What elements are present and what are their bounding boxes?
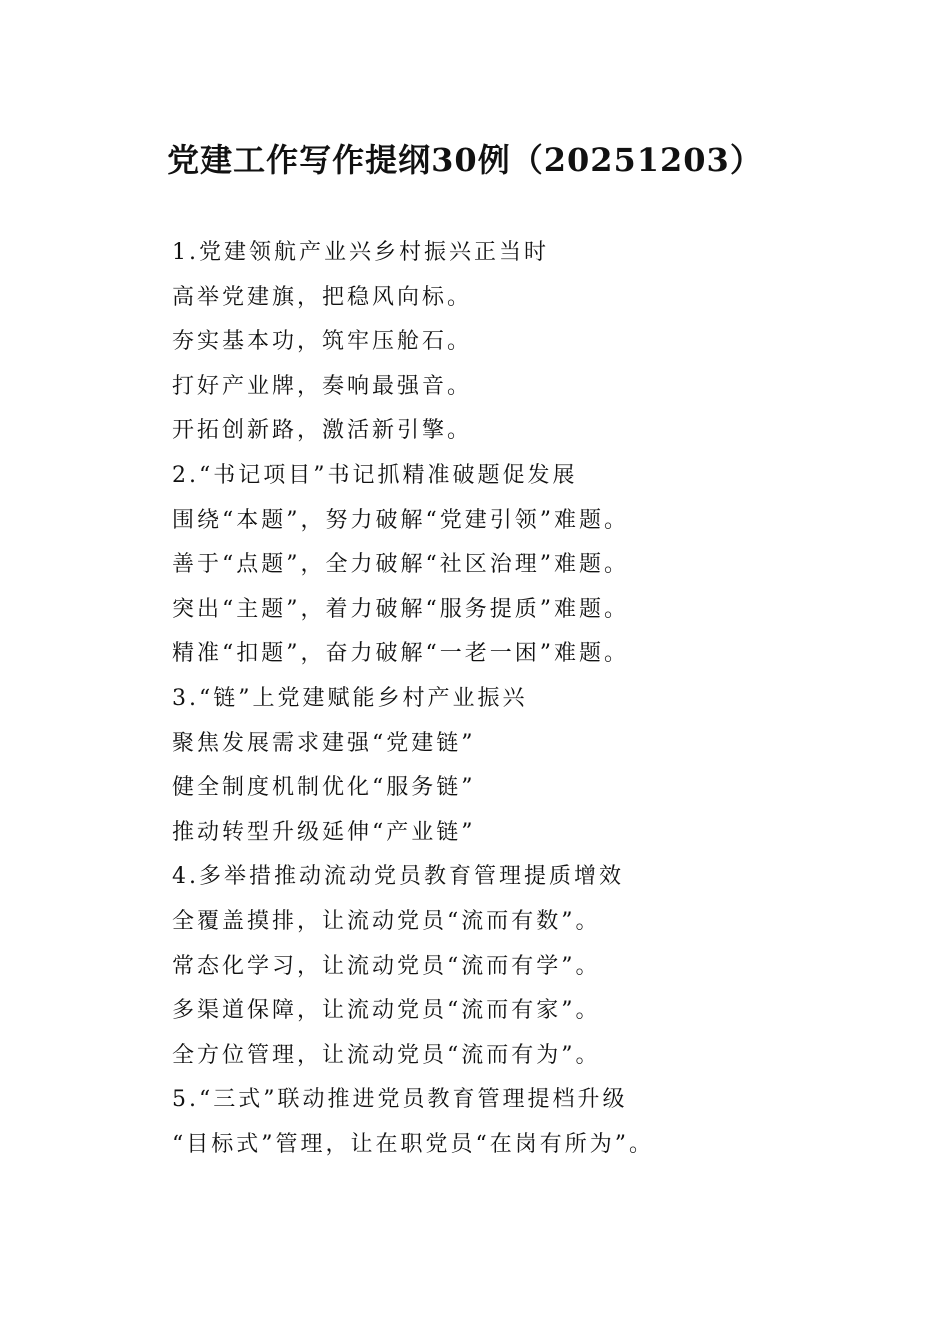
outline-item: 常态化学习，让流动党员“流而有学”。 (172, 953, 601, 979)
section-heading: 4.多举措推动流动党员教育管理提质增效 (172, 864, 624, 890)
document-body (172, 231, 772, 1167)
outline-item: 突出“主题”，着力破解“服务提质”难题。 (172, 596, 629, 622)
section-heading: 1.党建领航产业兴乡村振兴正当时 (172, 240, 549, 265)
section-heading: 2.“书记项目”书记抓精准破题促发展 (172, 462, 578, 488)
outline-item: 精准“扣题”，奋力破解“一老一困”难题。 (172, 641, 629, 667)
section-heading: 5.“三式”联动推进党员教育管理提档升级 (172, 1087, 628, 1113)
outline-item: 健全制度机制优化“服务链” (172, 775, 476, 801)
outline-item: 打好产业牌，奏响最强音。 (172, 373, 473, 399)
outline-item: 聚焦发展需求建强“党建链” (172, 730, 476, 756)
outline-item: “目标式”管理，让在职党员“在岗有所为”。 (172, 1131, 654, 1157)
outline-item: 开拓创新路，激活新引擎。 (172, 418, 473, 444)
section-heading: 3.“链”上党建赋能乡村产业振兴 (172, 685, 528, 711)
outline-item: 善于“点题”，全力破解“社区治理”难题。 (172, 552, 629, 578)
document-title: 党建工作写作提纲30例（20251203） (167, 141, 763, 179)
outline-item: 夯实基本功，筑牢压舱石。 (172, 329, 473, 355)
outline-item: 全方位管理，让流动党员“流而有为”。 (172, 1042, 601, 1068)
outline-item: 高举党建旗，把稳风向标。 (172, 284, 473, 310)
outline-item: 多渠道保障，让流动党员“流而有家”。 (172, 998, 601, 1024)
outline-item: 围绕“本题”，努力破解“党建引领”难题。 (172, 507, 629, 533)
outline-item: 推动转型升级延伸“产业链” (172, 819, 476, 845)
outline-item: 全覆盖摸排，让流动党员“流而有数”。 (172, 908, 601, 934)
